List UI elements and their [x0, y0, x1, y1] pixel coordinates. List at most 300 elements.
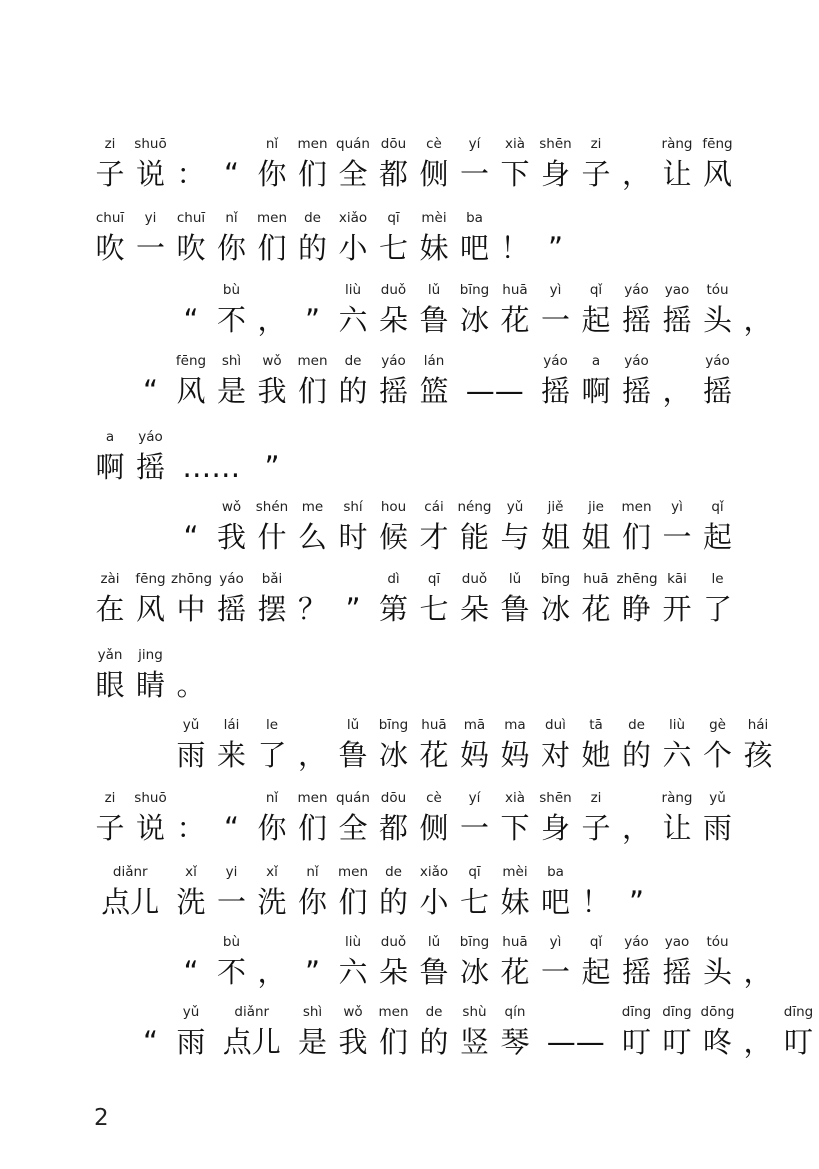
pinyin: fēng — [135, 571, 166, 587]
pinyin: qī — [387, 210, 400, 226]
hanzi: ？ — [297, 592, 327, 626]
hanzi: 们 — [378, 1025, 408, 1059]
hanzi: 摇 — [378, 374, 408, 408]
hanzi: 一 — [216, 885, 246, 919]
hanzi: 了 — [702, 592, 732, 626]
hanzi: ： — [176, 811, 206, 845]
hanzi: 摇 — [621, 955, 651, 989]
pinyin: jie — [588, 499, 604, 515]
pinyin: bīng — [378, 717, 409, 733]
hanzi: 下 — [500, 811, 530, 845]
pinyin: zi — [104, 790, 116, 806]
pinyin: zhēng — [616, 571, 658, 587]
text-line — [0, 282, 790, 337]
hanzi: 孩 — [743, 738, 773, 772]
hanzi: 开 — [662, 592, 692, 626]
pinyin: duǒ — [380, 934, 407, 950]
hanzi: 朵 — [459, 592, 489, 626]
hanzi: 你 — [216, 231, 246, 265]
pinyin: lán — [423, 353, 445, 369]
hanzi: 摇 — [702, 374, 732, 408]
hanzi: 摇 — [135, 450, 165, 484]
hanzi: ” — [547, 231, 564, 265]
hanzi: 六 — [338, 955, 368, 989]
hanzi: 妹 — [419, 231, 449, 265]
hanzi: 六 — [662, 738, 692, 772]
hanzi: 们 — [297, 157, 327, 191]
hanzi: ， — [662, 374, 692, 408]
pinyin: liù — [344, 934, 362, 950]
hanzi: 妈 — [500, 738, 530, 772]
hanzi: 一 — [459, 811, 489, 845]
text-line — [0, 499, 790, 554]
hanzi: 竖 — [459, 1025, 489, 1059]
hanzi: 们 — [257, 231, 287, 265]
pinyin: dōu — [380, 790, 407, 806]
hanzi: 起 — [581, 955, 611, 989]
hanzi: 眼 — [95, 668, 125, 702]
hanzi: ， — [743, 303, 773, 337]
hanzi: ： — [176, 157, 206, 191]
pinyin: men — [337, 864, 368, 880]
hanzi: 一 — [540, 955, 570, 989]
pinyin: ba — [547, 864, 564, 880]
pinyin: me — [301, 499, 324, 515]
hanzi: 是 — [297, 1025, 327, 1059]
text-line — [0, 571, 790, 626]
hanzi: 我 — [338, 1025, 368, 1059]
hanzi: 你 — [257, 811, 287, 845]
pinyin: a — [591, 353, 601, 369]
pinyin: yáo — [705, 353, 730, 369]
hanzi: 的 — [338, 374, 368, 408]
pinyin: men — [297, 136, 328, 152]
hanzi: …… — [182, 450, 241, 484]
hanzi: 啊 — [95, 450, 125, 484]
hanzi: 风 — [176, 374, 206, 408]
hanzi: 朵 — [378, 303, 408, 337]
pinyin: wǒ — [221, 499, 242, 515]
pinyin: a — [105, 429, 115, 445]
hanzi: 么 — [297, 520, 327, 554]
pinyin: diǎnr — [234, 1004, 270, 1020]
hanzi: 让 — [662, 157, 692, 191]
pinyin: yi — [225, 864, 238, 880]
pinyin: ràng — [661, 790, 693, 806]
hanzi: 侧 — [419, 157, 449, 191]
hanzi: 才 — [419, 520, 449, 554]
text-line — [0, 1004, 814, 1059]
hanzi: 什 — [257, 520, 287, 554]
pinyin: bù — [222, 282, 241, 298]
pinyin: quán — [336, 136, 370, 152]
pinyin: bīng — [459, 934, 490, 950]
hanzi: 全 — [338, 811, 368, 845]
pinyin: zài — [100, 571, 120, 587]
pinyin: nǐ — [265, 790, 279, 806]
pinyin: yáo — [219, 571, 244, 587]
hanzi: 一 — [662, 520, 692, 554]
pinyin: zi — [104, 136, 116, 152]
hanzi: 摇 — [662, 955, 692, 989]
pinyin: men — [378, 1004, 409, 1020]
pinyin: de — [344, 353, 362, 369]
pinyin: yáo — [138, 429, 163, 445]
hanzi: ” — [304, 303, 321, 337]
hanzi: 候 — [378, 520, 408, 554]
hanzi: 不 — [216, 955, 246, 989]
hanzi: 们 — [297, 811, 327, 845]
hanzi: 来 — [216, 738, 246, 772]
pinyin: xiǎo — [338, 210, 368, 226]
pinyin: chuī — [176, 210, 206, 226]
hanzi: “ — [223, 157, 240, 191]
pinyin: hou — [380, 499, 407, 515]
pinyin: yǎn — [97, 647, 123, 663]
pinyin: shén — [255, 499, 289, 515]
pinyin: nǐ — [265, 136, 279, 152]
pinyin: tā — [589, 717, 603, 733]
hanzi: 鲁 — [338, 738, 368, 772]
hanzi: 琴 — [500, 1025, 530, 1059]
hanzi: 说 — [135, 811, 165, 845]
pinyin: yáo — [624, 353, 649, 369]
pinyin: qī — [427, 571, 441, 587]
hanzi: 叮 — [662, 1025, 692, 1059]
hanzi: ， — [743, 955, 773, 989]
hanzi: 时 — [338, 520, 368, 554]
pinyin: le — [711, 571, 724, 587]
hanzi: 子 — [581, 157, 611, 191]
hanzi: 风 — [135, 592, 165, 626]
pinyin: ma — [504, 717, 526, 733]
pinyin: néng — [457, 499, 492, 515]
pinyin: de — [385, 864, 402, 880]
hanzi: 一 — [459, 157, 489, 191]
pinyin: yí — [468, 136, 481, 152]
pinyin: qǐ — [711, 499, 724, 515]
hanzi: 花 — [500, 955, 530, 989]
pinyin: yí — [468, 790, 481, 806]
pinyin: tóu — [706, 934, 729, 950]
pinyin: mèi — [502, 864, 528, 880]
hanzi: —— — [546, 1025, 605, 1059]
hanzi: 我 — [216, 520, 246, 554]
hanzi: 啊 — [581, 374, 611, 408]
pinyin: lǔ — [508, 571, 522, 587]
pinyin: huā — [502, 934, 528, 950]
hanzi: 冰 — [378, 738, 408, 772]
hanzi: 都 — [378, 811, 408, 845]
pinyin: le — [265, 717, 279, 733]
pinyin: xià — [504, 790, 525, 806]
hanzi: “ — [183, 303, 199, 337]
hanzi: 篮 — [419, 374, 449, 408]
pinyin: qǐ — [589, 934, 603, 950]
pinyin: shù — [462, 1004, 487, 1020]
hanzi: 中 — [176, 592, 206, 626]
hanzi: 摆 — [257, 592, 287, 626]
pinyin: lǔ — [427, 282, 441, 298]
pinyin: xiǎo — [419, 864, 449, 880]
pinyin: dīng — [621, 1004, 652, 1020]
hanzi: 的 — [297, 231, 327, 265]
hanzi: 身 — [540, 157, 570, 191]
hanzi: 睁 — [621, 592, 651, 626]
hanzi: ， — [257, 955, 287, 989]
hanzi: 吹 — [176, 231, 206, 265]
hanzi: 朵 — [378, 955, 408, 989]
pinyin: shí — [343, 499, 363, 515]
text-line — [0, 790, 790, 845]
hanzi: 洗 — [176, 885, 206, 919]
hanzi: 起 — [702, 520, 732, 554]
pinyin: cè — [426, 790, 442, 806]
hanzi: “ — [223, 811, 240, 845]
hanzi: 七 — [419, 592, 449, 626]
pinyin: wǒ — [343, 1004, 363, 1020]
hanzi: 鲁 — [419, 955, 449, 989]
hanzi: ” — [345, 592, 361, 626]
hanzi: 咚 — [702, 1025, 732, 1059]
pinyin: jiě — [547, 499, 564, 515]
pinyin: men — [297, 790, 328, 806]
hanzi: ！ — [581, 885, 611, 919]
hanzi: 七 — [459, 885, 489, 919]
pinyin: dīng — [662, 1004, 692, 1020]
hanzi: 能 — [459, 520, 489, 554]
pinyin: fēng — [702, 136, 733, 152]
hanzi: 头 — [702, 303, 732, 337]
text-line — [0, 864, 790, 919]
pinyin: bīng — [540, 571, 571, 587]
pinyin: yǔ — [709, 790, 726, 806]
hanzi: ” — [304, 955, 321, 989]
hanzi: 雨 — [176, 738, 206, 772]
hanzi: 雨 — [702, 811, 732, 845]
hanzi: 下 — [500, 157, 530, 191]
text-line — [0, 717, 790, 772]
hanzi: 一 — [135, 231, 165, 265]
hanzi: ， — [297, 738, 327, 772]
hanzi: 点儿 — [222, 1025, 281, 1059]
pinyin: ba — [466, 210, 483, 226]
hanzi: 吧 — [540, 885, 570, 919]
hanzi: 冰 — [459, 303, 489, 337]
hanzi: “ — [183, 520, 199, 554]
hanzi: 她 — [581, 738, 611, 772]
hanzi: 吹 — [95, 231, 125, 265]
hanzi: 摇 — [662, 303, 692, 337]
pinyin: kāi — [667, 571, 687, 587]
pinyin: shuō — [134, 136, 167, 152]
pinyin: de — [425, 1004, 443, 1020]
pinyin: duì — [545, 717, 566, 733]
hanzi: 身 — [540, 811, 570, 845]
pinyin: dōu — [380, 136, 407, 152]
pinyin: men — [297, 353, 328, 369]
hanzi: ， — [257, 303, 287, 337]
hanzi: 全 — [338, 157, 368, 191]
text-line — [0, 934, 790, 989]
hanzi: 睛 — [135, 668, 165, 702]
hanzi: 我 — [257, 374, 287, 408]
hanzi: ， — [621, 811, 651, 845]
hanzi: 摇 — [216, 592, 246, 626]
pinyin: yi — [144, 210, 157, 226]
text-line — [0, 429, 790, 484]
pinyin: qǐ — [589, 282, 603, 298]
hanzi: 侧 — [419, 811, 449, 845]
hanzi: ， — [743, 1025, 773, 1059]
hanzi: 冰 — [459, 955, 489, 989]
hanzi: 个 — [702, 738, 732, 772]
pinyin: yao — [664, 282, 690, 298]
pinyin: dōng — [700, 1004, 735, 1020]
pinyin: yì — [549, 282, 562, 298]
pinyin: yáo — [381, 353, 406, 369]
hanzi: ” — [264, 450, 280, 484]
hanzi: 雨 — [176, 1025, 206, 1059]
pinyin: liù — [344, 282, 362, 298]
text-line — [0, 647, 790, 702]
pinyin: de — [304, 210, 321, 226]
pinyin: huā — [583, 571, 609, 587]
hanzi: 在 — [95, 592, 125, 626]
pinyin: huā — [421, 717, 447, 733]
pinyin: shuō — [134, 790, 167, 806]
pinyin: yì — [549, 934, 562, 950]
hanzi: 起 — [581, 303, 611, 337]
pinyin: lǔ — [427, 934, 441, 950]
pinyin: wǒ — [262, 353, 282, 369]
hanzi: 头 — [702, 955, 732, 989]
hanzi: 小 — [338, 231, 368, 265]
hanzi: 们 — [297, 374, 327, 408]
pinyin: shì — [221, 353, 242, 369]
hanzi: 妹 — [500, 885, 530, 919]
pinyin: men — [621, 499, 652, 515]
hanzi: 子 — [95, 811, 125, 845]
hanzi: 吧 — [459, 231, 489, 265]
hanzi: 妈 — [459, 738, 489, 772]
text-line — [0, 353, 790, 408]
hanzi: 一 — [540, 303, 570, 337]
pinyin: quán — [336, 790, 370, 806]
hanzi: 叮 — [783, 1025, 813, 1059]
pinyin: yao — [664, 934, 690, 950]
pinyin: gè — [709, 717, 726, 733]
pinyin: zhōng — [171, 571, 213, 587]
pinyin: xià — [504, 136, 525, 152]
pinyin: shēn — [539, 790, 572, 806]
hanzi: 鲁 — [500, 592, 530, 626]
hanzi: 对 — [540, 738, 570, 772]
text-line — [0, 210, 790, 265]
hanzi: 摇 — [621, 374, 651, 408]
hanzi: 子 — [581, 811, 611, 845]
pinyin: nǐ — [306, 864, 319, 880]
pinyin: mèi — [421, 210, 447, 226]
pinyin: xǐ — [266, 864, 278, 880]
pinyin: yǔ — [182, 1004, 200, 1020]
page-number: 2 — [94, 1105, 109, 1131]
pinyin: bǎi — [261, 571, 283, 587]
hanzi: —— — [465, 374, 524, 408]
hanzi: ！ — [500, 231, 530, 265]
hanzi: 都 — [378, 157, 408, 191]
pinyin: fēng — [175, 353, 207, 369]
pinyin: xǐ — [185, 864, 197, 880]
pinyin: tóu — [706, 282, 729, 298]
pinyin: de — [628, 717, 645, 733]
hanzi: 花 — [500, 303, 530, 337]
pinyin: hái — [747, 717, 769, 733]
hanzi: 花 — [419, 738, 449, 772]
hanzi: 你 — [297, 885, 327, 919]
hanzi: 风 — [702, 157, 732, 191]
pinyin: bīng — [459, 282, 490, 298]
pinyin: lǔ — [346, 717, 360, 733]
pinyin: liù — [668, 717, 686, 733]
hanzi: 叮 — [621, 1025, 651, 1059]
pinyin: yáo — [624, 934, 649, 950]
pinyin: dīng — [783, 1004, 814, 1020]
pinyin: yǔ — [182, 717, 200, 733]
hanzi: 第 — [378, 592, 408, 626]
pinyin: yáo — [624, 282, 649, 298]
hanzi: “ — [142, 374, 159, 408]
hanzi: 花 — [581, 592, 611, 626]
hanzi: 的 — [419, 1025, 449, 1059]
hanzi: “ — [142, 1025, 159, 1059]
hanzi: 你 — [257, 157, 287, 191]
hanzi: 姐 — [540, 520, 570, 554]
pinyin: yǔ — [506, 499, 524, 515]
pinyin: cè — [426, 136, 442, 152]
hanzi: 鲁 — [419, 303, 449, 337]
hanzi: 子 — [95, 157, 125, 191]
pinyin: qín — [504, 1004, 526, 1020]
hanzi: 六 — [338, 303, 368, 337]
hanzi: 冰 — [540, 592, 570, 626]
hanzi: 小 — [419, 885, 449, 919]
pinyin: yì — [671, 499, 683, 515]
hanzi: 了 — [257, 738, 287, 772]
pinyin: shēn — [539, 136, 572, 152]
pinyin: dì — [387, 571, 400, 587]
pinyin: mā — [463, 717, 486, 733]
pinyin: duǒ — [461, 571, 488, 587]
hanzi: 摇 — [540, 374, 570, 408]
hanzi: 七 — [378, 231, 408, 265]
pinyin: huā — [502, 282, 528, 298]
pinyin: qī — [468, 864, 481, 880]
pinyin: diǎnr — [112, 864, 148, 880]
hanzi: 们 — [338, 885, 368, 919]
hanzi: 让 — [662, 811, 692, 845]
hanzi: 摇 — [621, 303, 651, 337]
pinyin: men — [256, 210, 287, 226]
pinyin: jing — [138, 647, 163, 663]
hanzi: 的 — [621, 738, 651, 772]
pinyin: duǒ — [380, 282, 407, 298]
hanzi: ” — [628, 885, 645, 919]
hanzi: 。 — [176, 668, 206, 702]
hanzi: 点儿 — [101, 885, 160, 919]
hanzi: “ — [183, 955, 199, 989]
hanzi: ， — [621, 157, 651, 191]
